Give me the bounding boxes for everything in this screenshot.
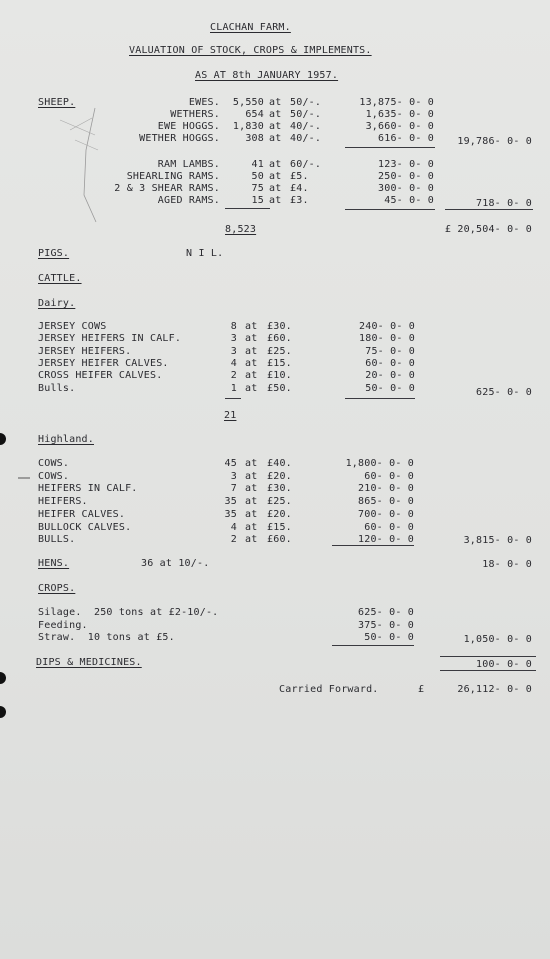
row-count: 75	[251, 183, 264, 194]
row-rate: 40/-.	[290, 121, 322, 132]
row-rate: £10.	[267, 370, 292, 382]
row-label: Feeding.	[38, 619, 88, 631]
row-rate: £20.	[267, 508, 292, 520]
pigs-value: N I L.	[186, 248, 224, 259]
row-value: 60- 0- 0	[365, 357, 415, 369]
row-label: BULLS.	[38, 534, 76, 546]
dairy-total: 625- 0- 0	[476, 387, 532, 398]
row-value: 3,660- 0- 0	[365, 121, 434, 132]
row-label: EWES.	[188, 97, 220, 108]
row-rate: £40.	[267, 458, 292, 469]
highland-total: 3,815- 0- 0	[463, 535, 532, 546]
row-count: 8	[230, 321, 237, 332]
row-rate: 60/-.	[290, 159, 322, 170]
row-count: 2	[230, 534, 237, 546]
row-count: 1	[230, 382, 237, 394]
row-rate: £60.	[267, 534, 292, 546]
dairy-heading: Dairy.	[38, 298, 76, 309]
row-label: HEIFERS IN CALF.	[38, 483, 138, 495]
row-at: at	[245, 470, 258, 482]
row-count: 5,550	[232, 97, 264, 108]
row-value: 700- 0- 0	[358, 508, 414, 520]
row-value: 1,635- 0- 0	[365, 109, 434, 120]
row-label: WETHER HOGGS.	[139, 133, 220, 144]
row-rate: £15.	[267, 357, 292, 369]
row-count: 3	[230, 333, 237, 345]
row-value: 45- 0- 0	[384, 195, 434, 206]
row-count: 45	[224, 458, 237, 469]
dips-value: 100- 0- 0	[476, 659, 532, 670]
crops-total: 1,050- 0- 0	[463, 634, 532, 645]
row-label: RAM LAMBS.	[157, 159, 220, 170]
row-value: 616- 0- 0	[378, 133, 434, 144]
row-value: 13,875- 0- 0	[359, 97, 434, 108]
hens-value: 18- 0- 0	[482, 559, 532, 570]
row-rate: £4.	[290, 183, 309, 194]
row-value: 250- 0- 0	[378, 171, 434, 182]
row-value: 865- 0- 0	[358, 496, 414, 508]
row-rate: £30.	[267, 321, 292, 332]
carried-forward-value: 26,112- 0- 0	[457, 684, 532, 695]
row-label: BULLOCK CALVES.	[38, 521, 132, 533]
row-at: at	[245, 382, 258, 394]
row-label: COWS.	[38, 458, 70, 469]
row-value: 210- 0- 0	[358, 483, 414, 495]
row-at: at	[245, 333, 258, 345]
row-label: JERSEY HEIFERS.	[38, 345, 132, 357]
farm-name: CLACHAN FARM.	[210, 22, 291, 33]
row-value: 375- 0- 0	[358, 619, 414, 631]
row-at: at	[269, 121, 282, 132]
dairy-total-count: 21	[224, 410, 237, 421]
row-at: at	[245, 521, 258, 533]
row-count: 3	[230, 470, 237, 482]
hens-detail: 36 at 10/-.	[141, 558, 210, 569]
row-at: at	[245, 321, 258, 332]
row-count: 3	[230, 345, 237, 357]
highland-heading: Highland.	[38, 434, 94, 445]
carried-forward-label: Carried Forward.	[279, 684, 379, 695]
row-label: HEIFERS.	[38, 496, 88, 508]
pigs-heading: PIGS.	[38, 248, 70, 259]
row-count: 7	[230, 483, 237, 495]
dips-bottom-rule	[440, 670, 536, 671]
row-at: at	[269, 109, 282, 120]
row-value: 120- 0- 0	[358, 534, 414, 546]
row-count: 654	[245, 109, 264, 120]
row-value: 1,800- 0- 0	[345, 458, 414, 469]
sheep-subtotal-rule	[445, 209, 533, 210]
row-count: 1,830	[232, 121, 264, 132]
row-rate: £5.	[290, 171, 309, 182]
row-label: Straw. 10 tons at £5.	[38, 632, 175, 643]
row-label: EWE HOGGS.	[157, 121, 220, 132]
row-label: COWS.	[38, 470, 70, 482]
row-value: 300- 0- 0	[378, 183, 434, 194]
row-at: at	[269, 133, 282, 144]
row-at: at	[245, 345, 258, 357]
row-at: at	[245, 458, 258, 469]
sheep-rule-1	[345, 147, 435, 148]
row-count: 4	[230, 521, 237, 533]
row-rate: £25.	[267, 496, 292, 508]
row-value: 50- 0- 0	[365, 382, 415, 394]
row-at: at	[269, 171, 282, 182]
row-count: 35	[224, 508, 237, 520]
row-label: AGED RAMS.	[157, 195, 220, 206]
document-date: AS AT 8th JANUARY 1957.	[195, 70, 339, 81]
row-label: JERSEY COWS	[38, 321, 107, 332]
row-rate: £25.	[267, 345, 292, 357]
sheep-subtotal-1: 19,786- 0- 0	[457, 136, 532, 147]
sheep-total: £ 20,504- 0- 0	[444, 224, 532, 235]
row-label: 2 & 3 SHEAR RAMS.	[114, 183, 220, 194]
row-at: at	[269, 159, 282, 170]
sheep-total-count: 8,523	[225, 224, 257, 235]
row-label: JERSEY HEIFERS IN CALF.	[38, 333, 182, 345]
row-at: at	[245, 483, 258, 495]
hens-heading: HENS.	[38, 558, 70, 569]
row-rate: 50/-.	[290, 97, 322, 108]
row-label: Bulls.	[38, 382, 76, 394]
row-label: CROSS HEIFER CALVES.	[38, 370, 163, 382]
dips-top-rule	[440, 656, 536, 657]
row-at: at	[269, 183, 282, 194]
row-count: 41	[251, 159, 264, 170]
row-count: 308	[245, 133, 264, 144]
row-rate: £15.	[267, 521, 292, 533]
row-at: at	[245, 508, 258, 520]
highland-rule	[332, 545, 414, 546]
sheep-heading: SHEEP.	[38, 97, 76, 108]
row-label: Silage. 250 tons at £2-10/-.	[38, 607, 219, 618]
row-value: 60- 0- 0	[364, 521, 414, 533]
cattle-heading: CATTLE.	[38, 273, 82, 284]
document-title: VALUATION OF STOCK, CROPS & IMPLEMENTS.	[129, 45, 372, 56]
carried-forward-currency: £	[418, 684, 425, 695]
row-value: 50- 0- 0	[364, 632, 414, 643]
row-value: 20- 0- 0	[365, 370, 415, 382]
row-rate: £30.	[267, 483, 292, 495]
dairy-count-rule	[225, 398, 241, 399]
row-rate: £3.	[290, 195, 309, 206]
dips-heading: DIPS & MEDICINES.	[36, 657, 142, 668]
row-at: at	[269, 195, 282, 206]
row-at: at	[269, 97, 282, 108]
row-label: HEIFER CALVES.	[38, 508, 126, 520]
row-rate: £50.	[267, 382, 292, 394]
row-label: SHEARLING RAMS.	[126, 171, 220, 182]
row-value: 180- 0- 0	[359, 333, 415, 345]
crops-rule	[332, 645, 414, 646]
sheep-subtotal-2: 718- 0- 0	[476, 198, 532, 209]
sheep-rule-2	[345, 209, 435, 210]
row-rate: 40/-.	[290, 133, 322, 144]
row-rate: £20.	[267, 470, 292, 482]
row-count: 15	[251, 195, 264, 206]
row-at: at	[245, 370, 258, 382]
row-at: at	[245, 534, 258, 546]
row-rate: 50/-.	[290, 109, 322, 120]
row-count: 35	[224, 496, 237, 508]
row-value: 60- 0- 0	[364, 470, 414, 482]
row-count: 50	[251, 171, 264, 182]
row-rate: £60.	[267, 333, 292, 345]
row-count: 4	[230, 357, 237, 369]
row-at: at	[245, 496, 258, 508]
dairy-rule	[345, 398, 415, 399]
row-at: at	[245, 357, 258, 369]
crops-heading: CROPS.	[38, 583, 76, 594]
row-count: 2	[230, 370, 237, 382]
row-value: 123- 0- 0	[378, 159, 434, 170]
row-value: 75- 0- 0	[365, 345, 415, 357]
row-label: JERSEY HEIFER CALVES.	[38, 357, 169, 369]
row-value: 625- 0- 0	[358, 607, 414, 618]
row-label: WETHERS.	[170, 109, 220, 120]
row-value: 240- 0- 0	[359, 321, 415, 332]
sheep-count-rule	[225, 208, 270, 209]
